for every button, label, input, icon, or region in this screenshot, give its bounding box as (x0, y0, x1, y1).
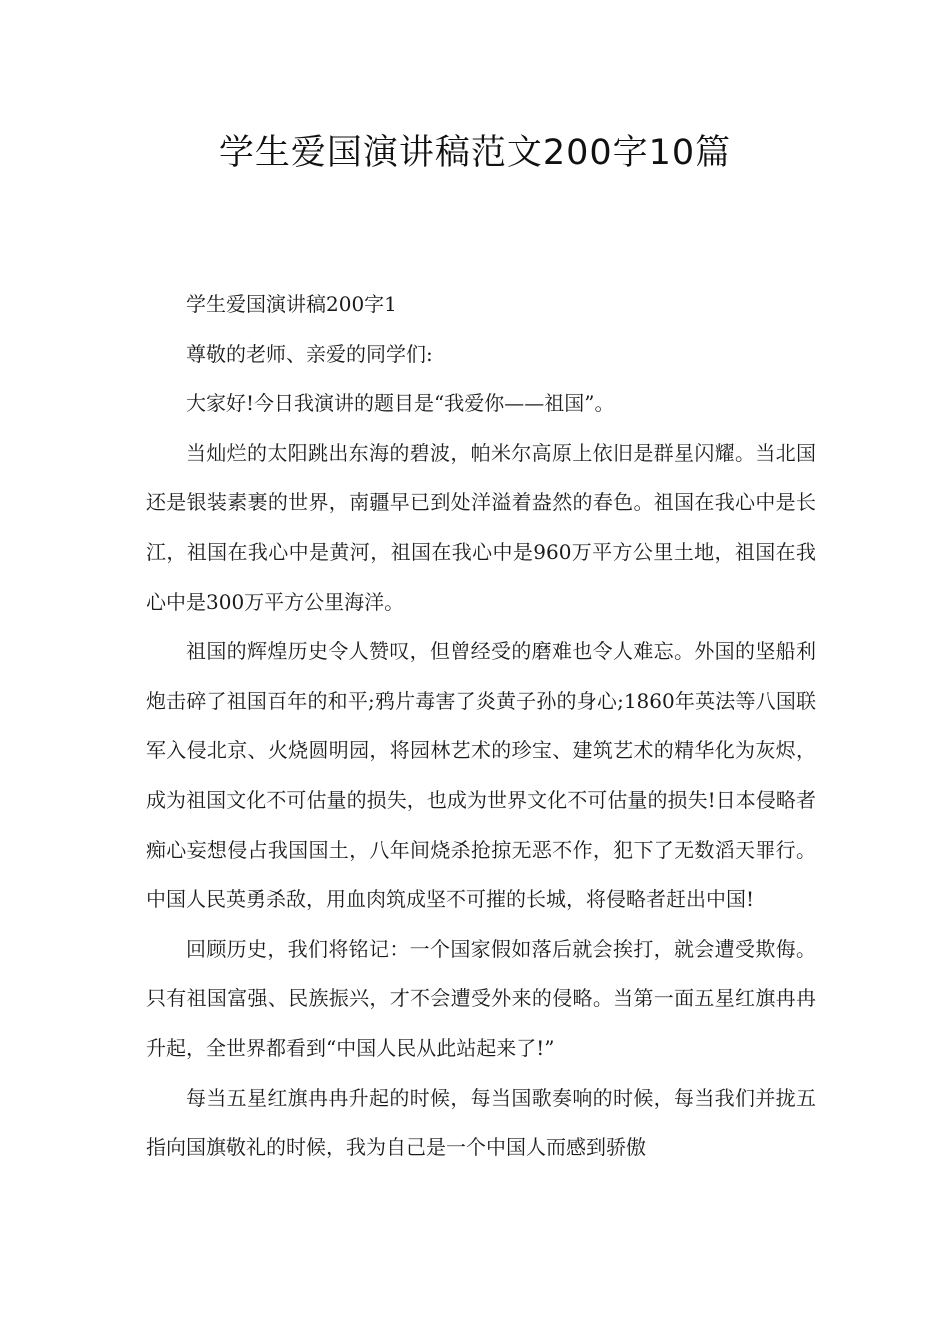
paragraph-heading: 学生爱国演讲稿200字1 (186, 292, 397, 316)
paragraph-greeting: 大家好!今日我演讲的题目是“我爱你——祖国”。 (186, 391, 615, 416)
paragraph-salutation: 尊敬的老师、亲爱的同学们: (186, 341, 433, 366)
paragraph: 回顾历史，我们将铭记：一个国家假如落后就会挨打，就会遭受欺侮。只有祖国富强、民族振兴，才不会遭受外来的侵略。当第一面五星红旗冉冉升起，全世界都看到“中国人民从此站起来了!” (146, 936, 816, 1060)
paragraph: 每当五星红旗冉冉升起的时候，每当国歌奏响的时候，每当我们并拢五指向国旗敬礼的时候，我为自己是一个中国人而感到骄傲 (146, 1085, 816, 1160)
document-body (146, 280, 816, 1173)
document-title: 学生爱国演讲稿范文200字10篇 (218, 133, 732, 173)
paragraph: 祖国的辉煌历史令人赞叹，但曾经受的磨难也令人难忘。外国的坚船利炮击碎了祖国百年的和平;鸦片毒害了炎黄子孙的身心;1860年英法等八国联军入侵北京、火烧圆明园，将园林艺术的珍宝、建筑艺术的精华化为灰烬，成为祖国文化不可估量的损失，也成为世界文化不可估量的损失!日本侵略者痴心妄想侵占我国国土，八年间烧杀抢掠无恶不作，犯下了无数滔天罪行。中国人民英勇杀敌，用血肉筑成坚不可摧的长城，将侵略者赶出中国! (146, 639, 816, 912)
paragraph: 当灿烂的太阳跳出东海的碧波，帕米尔高原上依旧是群星闪耀。当北国还是银装素裹的世界，南疆早已到处洋溢着盎然的春色。祖国在我心中是长江，祖国在我心中是黄河，祖国在我心中是960万平方公里土地，祖国在我心中是300万平方公里海洋。 (146, 440, 816, 614)
